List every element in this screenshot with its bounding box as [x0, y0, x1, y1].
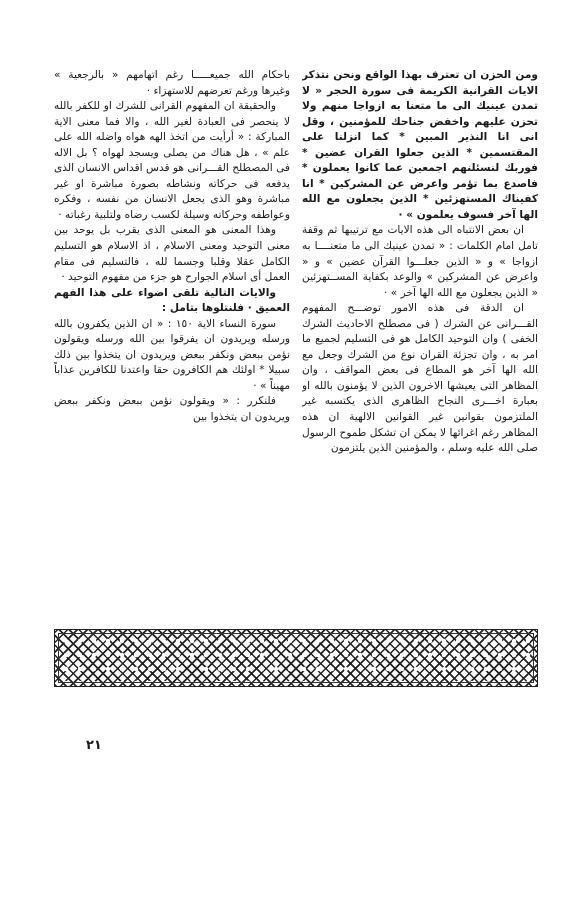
paragraph-r3: ان الدقة فى هذه الامور توضـــح المفهوم القـــرانى عن الشرك ( فى مصطلح الاحاديث الشرك الخفى ) وان التوحيد الكامل هو فى التسليم لجميع ما امر به ، وان تجزئة القران نوع من الشرك وجعل مع الله الها آخر هو المطاع فى بعض المواقف ، وان المظاهر التى يعيشها الاخرون الذين لا يؤمنون بالله او بعبارة اخـــرى النجاح الظاهرى الذى يكتسبه غير الملتزمون بقوانين غير القوانين الالهية ان هذه المظاهر رغم اغرائها لا يمكن ان تشكل طموح الرسول صلى الله عليه وسلم ، والمؤمنين الذين يلتزمون	[302, 302, 538, 455]
paragraph-l5: سورة النساء الاية ١٥٠ : « ان الذين يكفرون بالله ورسله ويريدون ان يفرقوا بين الله ورسله ويقولون نؤمن ببعض ونكفر ببعض ويريدون ان يتخذوا بين ذلك سبيلا * اولئك هم الكافرون حقا واعتدنا للكافرين عذاباً مهيناً » ·	[54, 317, 290, 392]
ornament-pattern	[58, 633, 534, 683]
left-column	[54, 68, 290, 616]
ornamental-border	[54, 629, 538, 687]
paragraph-l1: باحكام الله جميعـــــا رغم اتهامهم « بالرجعية » وغيرها ورغم تعرضهم للاستهزاء ·	[54, 69, 290, 97]
paragraph-l2: والحقيقة ان المفهوم القرانى للشرك او للكفر بالله لا ينحصر فى العبادة لغير الله ، والا فما معنى الاية المباركة : « أرأيت من اتخذ الهه هواه واضله الله على علم » ، هل هناك من يصلى ويسجد لهواه ؟ بل الاله فى المصطلح القـــرانى هو قدس اقداس الانسان الذى يدفعه فى حركاته ونشاطه بصورة مباشرة او غير مباشرة وهو الذى يجعل الانسان من نفسه ، وفكره وعواطفه وحركاته وسيلة لكسب رضاه ولتلبية رغباته ·	[54, 100, 290, 221]
paragraph-l3: وهذا المعنى هو المعنى الذى يقرب بل يوحد بين معنى التوحيد ومعنى الاسلام ، اذ الاسلام هو التسليم الكامل عقلا وقلبا وجسما لله ، فالتسليم فى مقام العمل أى اسلام الجوارح هو جزء من مفهوم التوحيد ·	[54, 224, 290, 284]
paragraph-l6: فلنكرر : « ويقولون نؤمن ببعض ونكفر ببعض ويريدون ان يتخذوا بين	[54, 395, 290, 424]
page-number: ٢١	[86, 738, 102, 753]
right-column	[302, 68, 538, 616]
paragraph-l4: والايات التالية تلقى اضواء على هذا الفهم العميق · فلنتلوها بتامل :	[54, 286, 290, 315]
paragraph-r2: ان بعض الانتباه الى هذه الايات مع ترتيبها ثم وقفة تامل امام الكلمات : « تمدن عينيك الى ما متعنــــا به ازواجا » و « الذين جعلـــوا القرآن عضين » و « واعرض عن المشركين » والوعد بكفاية المســتهزئين « الذين يجعلون مع الله الها آخر » ·	[302, 224, 538, 299]
paragraph-r1: ومن الحزن ان تعترف بهذا الواقع ونحن نتذكر الايات القرانية الكريمة فى سورة الحجر « لا تمدن عينيك الى ما متعنا به ازواجا منهم ولا تحزن عليهم واخفض جناحك للمؤمنين ، وقل انى انا النذير المبين * كما انزلنا على المقتسمين * الذين جعلوا القران عضين * فوربك لنسئلنهم اجمعين عما كانوا يعملون * فاصدع بما تؤمر واعرض عن المشركين * انا كفيناك المستهزئين * الذين يجعلون مع الله الها آخر فسوف يعلمون » ·	[302, 69, 538, 221]
